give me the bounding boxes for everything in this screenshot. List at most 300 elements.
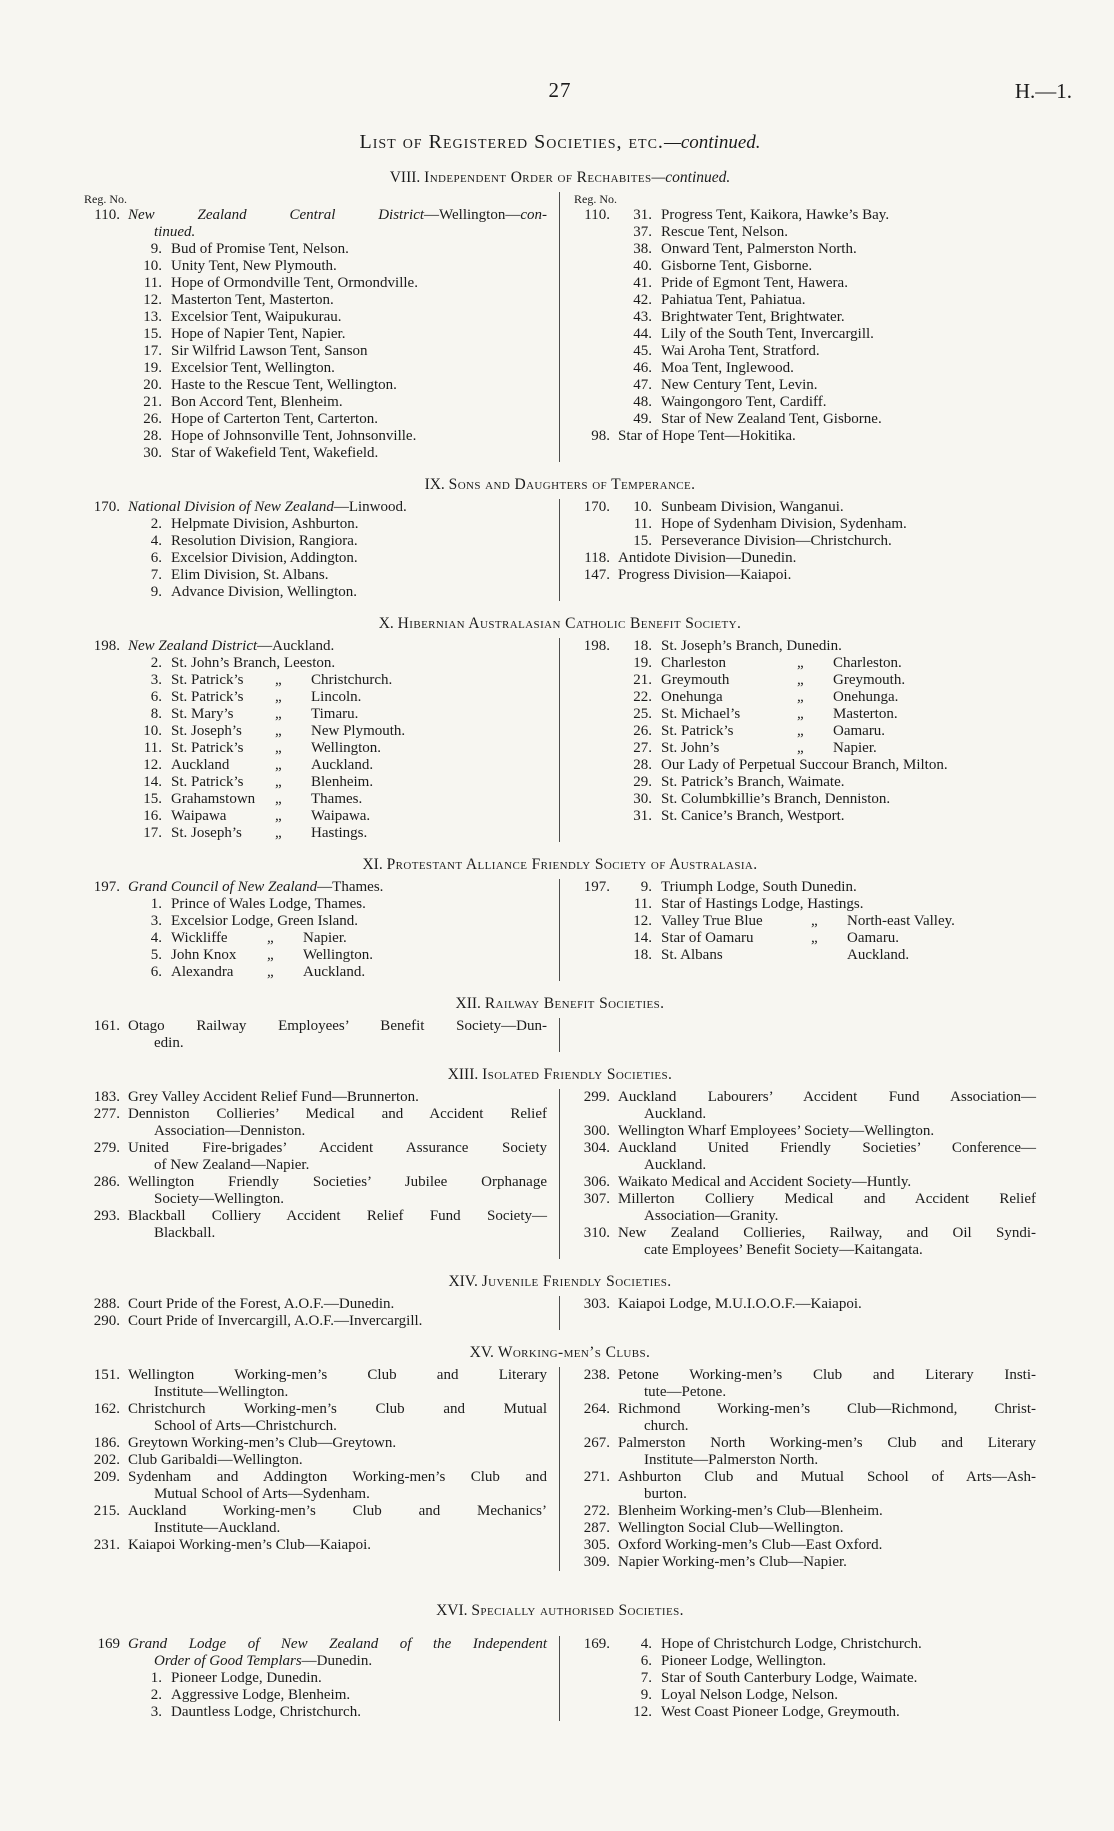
place-name: Oamaru. — [833, 723, 886, 739]
entry-line: Wai Aroha Tent, Stratford. — [661, 343, 820, 359]
item-number: 12. — [633, 913, 652, 929]
item-number: 41. — [633, 275, 652, 291]
entry-line: Waikato Medical and Accident Society—Huntly. — [618, 1174, 912, 1190]
branch-name: Auckland — [171, 757, 230, 773]
society-entry — [574, 672, 1036, 689]
society-name — [661, 241, 1036, 258]
item-number: 25. — [633, 706, 652, 722]
section-title: Isolated Friendly Societies. — [482, 1066, 673, 1083]
entry-line: St. Patrick’s Branch, Waimate. — [661, 774, 845, 790]
society-entry — [574, 930, 1036, 947]
entry-line: Auckland Labourers’ Accident Fund Association— — [618, 1089, 1036, 1105]
society-name — [618, 1191, 1036, 1225]
item-number: 45. — [633, 343, 652, 359]
society-name — [128, 1435, 547, 1452]
entry-line: Triumph Lodge, South Dunedin. — [661, 879, 857, 895]
sections-container — [84, 168, 1036, 1721]
society-entry — [574, 1367, 1036, 1401]
section-xi — [84, 855, 1036, 981]
item-number: 6. — [640, 1653, 652, 1669]
entry-line: Perseverance Division—Christchurch. — [661, 533, 892, 549]
society-name — [171, 275, 547, 292]
society-entry — [84, 1435, 547, 1452]
entry-line: Club Garibaldi—Wellington. — [128, 1452, 303, 1468]
branch-name: St. Patrick’s — [171, 672, 244, 688]
item-number: 26. — [143, 411, 162, 427]
item-number: 5. — [150, 947, 162, 963]
section-title: Railway Benefit Societies. — [484, 995, 665, 1012]
section-columns — [84, 1296, 1036, 1330]
entry-line: Haste to the Rescue Tent, Wellington. — [171, 377, 397, 393]
entry-line: Napier Working-men’s Club—Napier. — [618, 1554, 847, 1570]
branch-name: St. Joseph’s — [171, 723, 242, 739]
society-name — [661, 275, 1036, 292]
society-name — [618, 1089, 1036, 1123]
item-number: 17. — [143, 343, 162, 359]
society-entry — [574, 516, 1036, 533]
right-column — [560, 1018, 1036, 1052]
society-name — [618, 1503, 1036, 1520]
entry-line: Hope of Christchurch Lodge, Christchurch. — [661, 1636, 922, 1652]
society-entry — [574, 207, 1036, 224]
item-number: 3. — [150, 672, 162, 688]
right-column — [560, 1089, 1036, 1259]
entry-line: St. Joseph’s Branch, Dunedin. — [661, 638, 842, 654]
reg-number: 300. — [583, 1123, 610, 1139]
society-entry — [574, 1174, 1036, 1191]
reg-number: 151. — [93, 1367, 120, 1383]
society-name — [128, 1401, 547, 1435]
ditto-mark: „ — [811, 913, 818, 929]
item-number: 30. — [633, 791, 652, 807]
society-entry — [574, 706, 1036, 723]
society-name — [128, 1313, 547, 1330]
reg-number: 198. — [583, 638, 610, 654]
reg-number: 271. — [583, 1469, 610, 1485]
society-entry — [84, 1687, 547, 1704]
society-name — [661, 258, 1036, 275]
society-name — [661, 689, 1036, 706]
society-name — [171, 655, 547, 672]
society-name — [128, 1537, 547, 1554]
item-number: 13. — [143, 309, 162, 325]
item-number: 6. — [150, 964, 162, 980]
entry-line: Auckland United Friendly Societies’ Conference— — [618, 1140, 1036, 1156]
entry-line: Star of Hope Tent—Hokitika. — [618, 428, 796, 444]
left-column — [84, 1367, 560, 1571]
section-heading — [84, 1601, 1036, 1620]
section-columns — [84, 1018, 1036, 1052]
entry-line: Prince of Wales Lodge, Thames. — [171, 896, 366, 912]
section-heading — [84, 994, 1036, 1013]
society-name — [661, 947, 1036, 964]
section-heading — [84, 1343, 1036, 1362]
reg-number: 290. — [93, 1313, 120, 1329]
item-number: 18. — [633, 638, 652, 654]
entry-line: New Century Tent, Levin. — [661, 377, 818, 393]
item-number: 21. — [143, 394, 162, 410]
society-name — [661, 930, 1036, 947]
society-name — [171, 445, 547, 462]
item-number: 4. — [640, 1636, 652, 1652]
entry-line: Unity Tent, New Plymouth. — [171, 258, 337, 274]
society-name — [661, 343, 1036, 360]
reg-no-label: Reg. No. — [574, 192, 617, 206]
society-entry — [84, 757, 547, 774]
section-heading — [84, 1065, 1036, 1084]
entry-line: Millerton Colliery Medical and Accident Relief — [618, 1191, 1036, 1207]
society-name — [661, 411, 1036, 428]
society-name — [128, 207, 547, 241]
ditto-mark: „ — [275, 706, 282, 722]
society-entry — [84, 584, 547, 601]
society-entry — [84, 445, 547, 462]
place-name: Wellington. — [303, 947, 374, 963]
entry-line: Excelsior Tent, Waipukurau. — [171, 309, 342, 325]
branch-name: Star of Oamaru — [661, 930, 754, 946]
society-name — [128, 1140, 547, 1174]
section-heading — [84, 855, 1036, 874]
society-entry — [574, 377, 1036, 394]
entry-line: Hope of Carterton Tent, Carterton. — [171, 411, 378, 427]
reg-number: 197. — [583, 879, 610, 895]
branch-name: St. Patrick’s — [661, 723, 734, 739]
entry-line: Pahiatua Tent, Pahiatua. — [661, 292, 806, 308]
item-number: 12. — [143, 292, 162, 308]
branch-name: Charleston — [661, 655, 726, 671]
entry-line: Brightwater Tent, Brightwater. — [661, 309, 845, 325]
society-entry — [84, 1503, 547, 1537]
society-name — [171, 567, 547, 584]
society-name — [171, 394, 547, 411]
society-entry — [84, 672, 547, 689]
document-title — [84, 130, 1036, 155]
society-name — [661, 740, 1036, 757]
society-entry — [84, 1089, 547, 1106]
reg-number: 307. — [583, 1191, 610, 1207]
entry-line: Blackball Colliery Accident Relief Fund Society— — [128, 1208, 547, 1224]
society-entry — [574, 326, 1036, 343]
item-number: 7. — [640, 1670, 652, 1686]
right-column — [560, 879, 1036, 981]
society-name — [171, 584, 547, 601]
ditto-mark: „ — [275, 689, 282, 705]
society-entry — [574, 343, 1036, 360]
item-number: 30. — [143, 445, 162, 461]
society-entry — [574, 791, 1036, 808]
society-entry — [84, 808, 547, 825]
section-roman: XVI. — [436, 1602, 472, 1619]
ditto-mark: „ — [797, 740, 804, 756]
branch-name: St. Patrick’s — [171, 740, 244, 756]
reg-number: 98. — [591, 428, 610, 444]
society-entry — [574, 1520, 1036, 1537]
society-entry — [574, 638, 1036, 655]
place-name: Auckland. — [311, 757, 374, 773]
reg-number: 305. — [583, 1537, 610, 1553]
society-entry — [84, 1670, 547, 1687]
reg-number: 309. — [583, 1554, 610, 1570]
entry-line: Progress Division—Kaiapoi. — [618, 567, 792, 583]
entry-line: Wellington Social Club—Wellington. — [618, 1520, 844, 1536]
entry-line: Rescue Tent, Nelson. — [661, 224, 788, 240]
item-number: 37. — [633, 224, 652, 240]
society-entry — [574, 1401, 1036, 1435]
society-entry — [84, 1704, 547, 1721]
society-entry — [574, 1296, 1036, 1313]
society-entry — [84, 411, 547, 428]
ditto-mark: „ — [275, 723, 282, 739]
society-name — [661, 394, 1036, 411]
section-roman: XV. — [469, 1344, 498, 1361]
society-entry — [574, 1670, 1036, 1687]
entry-line: Grey Valley Accident Relief Fund—Brunnerton. — [128, 1089, 419, 1105]
society-name — [661, 1636, 1036, 1653]
society-name — [128, 1367, 547, 1401]
entry-line: burton. — [644, 1486, 687, 1502]
place-name: Napier. — [303, 930, 347, 946]
entry-line: Wellington Wharf Employees’ Society—Wellington. — [618, 1123, 935, 1139]
ditto-mark: „ — [797, 723, 804, 739]
society-name — [128, 1636, 547, 1670]
ditto-mark: „ — [267, 947, 274, 963]
entry-line: Wellington Working-men’s Club and Literary — [128, 1367, 547, 1383]
item-number: 49. — [633, 411, 652, 427]
society-name — [618, 1140, 1036, 1174]
ditto-mark: „ — [267, 964, 274, 980]
item-number: 17. — [143, 825, 162, 841]
society-name — [661, 655, 1036, 672]
society-entry — [574, 224, 1036, 241]
society-entry — [84, 499, 547, 516]
entry-line: Court Pride of the Forest, A.O.F.—Dunedin. — [128, 1296, 395, 1312]
society-name — [661, 672, 1036, 689]
left-column — [84, 499, 560, 601]
item-number: 40. — [633, 258, 652, 274]
society-entry — [574, 275, 1036, 292]
society-entry — [574, 913, 1036, 930]
society-entry — [84, 343, 547, 360]
ditto-mark: „ — [275, 808, 282, 824]
society-name — [128, 1018, 547, 1052]
society-entry — [574, 550, 1036, 567]
society-entry — [574, 808, 1036, 825]
society-name — [618, 1367, 1036, 1401]
society-name — [171, 343, 547, 360]
section-title: Sons and Daughters of Temperance. — [448, 476, 696, 493]
place-name: Onehunga. — [833, 689, 899, 705]
ditto-mark — [811, 947, 847, 964]
item-number: 16. — [143, 808, 162, 824]
society-entry — [84, 394, 547, 411]
place-name: Waipawa. — [311, 808, 371, 824]
ditto-mark: „ — [267, 930, 274, 946]
branch-name: Valley True Blue — [661, 913, 763, 929]
left-column — [84, 1636, 560, 1721]
item-number: 15. — [143, 326, 162, 342]
society-entry — [574, 360, 1036, 377]
entry-line: United Fire-brigades’ Accident Assurance Society — [128, 1140, 547, 1156]
society-entry — [574, 1191, 1036, 1225]
society-name — [661, 1704, 1036, 1721]
section-columns — [84, 1636, 1036, 1721]
section-roman: XI. — [362, 856, 387, 873]
society-name — [171, 292, 547, 309]
society-name — [661, 224, 1036, 241]
society-name — [661, 723, 1036, 740]
item-number: 21. — [633, 672, 652, 688]
society-name — [171, 241, 547, 258]
branch-name: St. Mary’s — [171, 706, 234, 722]
item-number: 22. — [633, 689, 652, 705]
entry-line: Pioneer Lodge, Dunedin. — [171, 1670, 322, 1686]
society-entry — [574, 655, 1036, 672]
item-number: 11. — [143, 740, 162, 756]
entry-line: Star of South Canterbury Lodge, Waimate. — [661, 1670, 918, 1686]
entry-line: Loyal Nelson Lodge, Nelson. — [661, 1687, 839, 1703]
society-entry — [84, 207, 547, 241]
society-name — [661, 360, 1036, 377]
society-name — [171, 1704, 547, 1721]
entry-line: Petone Working-men’s Club and Literary Insti- — [618, 1367, 1036, 1383]
item-number: 8. — [150, 706, 162, 722]
item-number: 9. — [640, 879, 652, 895]
section-columns — [84, 638, 1036, 842]
entry-line: Grand Council of New Zealand—Thames. — [128, 879, 384, 895]
entry-line: Sunbeam Division, Wanganui. — [661, 499, 844, 515]
entry-line: Ashburton Club and Mutual School of Arts—Ash- — [618, 1469, 1036, 1485]
society-name — [171, 808, 547, 825]
reg-number: 306. — [583, 1174, 610, 1190]
section-roman: XII. — [455, 995, 485, 1012]
society-name — [171, 377, 547, 394]
item-number: 11. — [143, 275, 162, 291]
society-entry — [84, 326, 547, 343]
society-name — [618, 1554, 1036, 1571]
entry-line: Institute—Auckland. — [154, 1520, 281, 1536]
entry-line: Society—Wellington. — [154, 1191, 285, 1207]
society-name — [171, 930, 547, 947]
entry-line: Helpmate Division, Ashburton. — [171, 516, 359, 532]
page-header — [84, 78, 1072, 108]
right-column — [560, 638, 1036, 842]
reg-number: 197. — [93, 879, 120, 895]
entry-line: Pioneer Lodge, Wellington. — [661, 1653, 827, 1669]
item-number: 14. — [143, 774, 162, 790]
item-number: 31. — [633, 808, 652, 824]
society-name — [128, 1469, 547, 1503]
society-entry — [574, 1636, 1036, 1653]
society-name — [661, 516, 1036, 533]
entry-line: Masterton Tent, Masterton. — [171, 292, 334, 308]
reg-number: 264. — [583, 1401, 610, 1417]
society-name — [618, 550, 1036, 567]
society-entry — [574, 947, 1036, 964]
society-name — [618, 1520, 1036, 1537]
item-number: 1. — [150, 1670, 162, 1686]
society-entry — [574, 1123, 1036, 1140]
reg-number: 304. — [583, 1140, 610, 1156]
item-number: 20. — [143, 377, 162, 393]
society-name — [128, 638, 547, 655]
place-name: Auckland. — [847, 947, 910, 963]
society-name — [661, 896, 1036, 913]
section-title: Working-men’s Clubs. — [497, 1344, 651, 1361]
entry-line: Grand Lodge of New Zealand of the Independent — [128, 1636, 547, 1652]
item-number: 31. — [633, 207, 652, 223]
society-name — [618, 567, 1036, 584]
society-name — [171, 411, 547, 428]
item-number: 46. — [633, 360, 652, 376]
place-name: Wellington. — [311, 740, 382, 756]
branch-name: St. Patrick’s — [171, 774, 244, 790]
society-name — [661, 808, 1036, 825]
society-name — [618, 428, 1036, 445]
branch-name: Wickliffe — [171, 930, 228, 946]
entry-line: National Division of New Zealand—Linwood. — [128, 499, 407, 515]
society-entry — [574, 757, 1036, 774]
society-entry — [84, 1296, 547, 1313]
reg-number: 272. — [583, 1503, 610, 1519]
branch-name: John Knox — [171, 947, 237, 963]
entry-line: Otago Railway Employees’ Benefit Society—Dun- — [128, 1018, 547, 1034]
entry-line: Institute—Wellington. — [154, 1384, 289, 1400]
society-entry — [84, 360, 547, 377]
section-roman: XIV. — [448, 1273, 482, 1290]
item-number: 43. — [633, 309, 652, 325]
page-number: 27 — [548, 78, 572, 102]
item-number: 4. — [150, 533, 162, 549]
society-entry — [84, 377, 547, 394]
society-name — [661, 913, 1036, 930]
society-entry — [84, 896, 547, 913]
section-columns — [84, 1367, 1036, 1571]
entry-line: Gisborne Tent, Gisborne. — [661, 258, 813, 274]
section-heading — [84, 475, 1036, 494]
society-name — [171, 896, 547, 913]
entry-line: Court Pride of Invercargill, A.O.F.—Invercargill. — [128, 1313, 423, 1329]
section-xvi — [84, 1601, 1036, 1721]
item-number: 19. — [633, 655, 652, 671]
society-name — [128, 1089, 547, 1106]
society-entry — [574, 394, 1036, 411]
society-entry — [84, 275, 547, 292]
left-column — [84, 1296, 560, 1330]
entry-line: church. — [644, 1418, 689, 1434]
reg-number: 169 — [97, 1636, 120, 1652]
reg-number: 310. — [583, 1225, 610, 1241]
entry-line: Association—Granity. — [644, 1208, 779, 1224]
society-name — [661, 1653, 1036, 1670]
branch-name: Grahamstown — [171, 791, 256, 807]
society-name — [128, 1503, 547, 1537]
document-title-main: List of Registered Societies, etc. — [359, 131, 664, 153]
society-name — [661, 533, 1036, 550]
branch-name: St. John’s — [661, 740, 720, 756]
society-entry — [574, 1225, 1036, 1259]
place-name: New Plymouth. — [311, 723, 406, 739]
society-name — [171, 326, 547, 343]
entry-line: Hope of Johnsonville Tent, Johnsonville. — [171, 428, 417, 444]
reg-number: 110. — [584, 207, 610, 223]
reg-number: 198. — [93, 638, 120, 654]
society-name — [618, 1123, 1036, 1140]
entry-line: Elim Division, St. Albans. — [171, 567, 329, 583]
reg-number: 286. — [93, 1174, 120, 1190]
society-entry — [84, 1401, 547, 1435]
entry-line: Excelsior Lodge, Green Island. — [171, 913, 359, 929]
section-continued: —continued. — [651, 169, 731, 186]
